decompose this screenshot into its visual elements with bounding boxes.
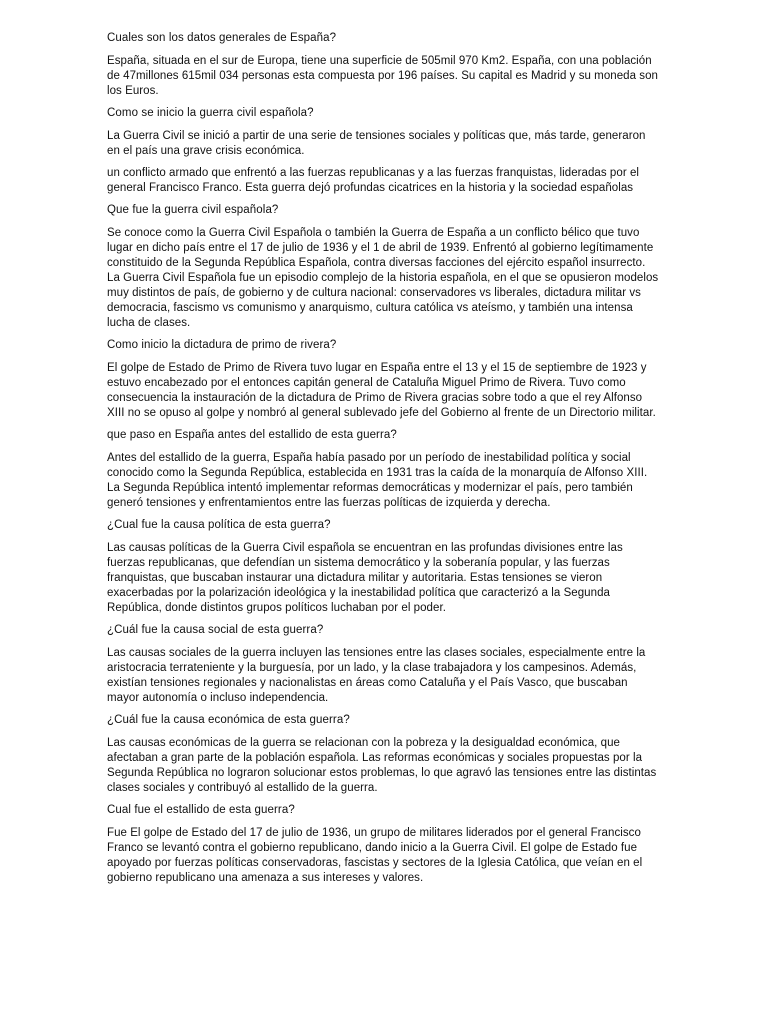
document-page — [107, 31, 660, 893]
question-heading: ¿Cuál fue la causa social de esta guerra? — [107, 624, 324, 636]
answer-paragraph: un conflicto armado que enfrentó a las fuerzas republicanas y a las fuerzas franquistas, lideradas por el general Francisco Franco. Esta guerra dejó profundas cicatrices en la historia y la sociedad españolas — [107, 167, 639, 194]
answer-paragraph: España, situada en el sur de Europa, tiene una superficie de 505mil 970 Km2. España, con una población de 47millones 615mil 034 personas esta compuesta por 196 países. Su capital es Madrid y su moneda son los Euros. — [107, 55, 658, 97]
answer-paragraph: Se conoce como la Guerra Civil Española o también la Guerra de España a un conflicto bélico que tuvo lugar en dicho país entre el 17 de julio de 1936 y el 1 de abril de 1939. Enfrentó al gobierno legítimamente constituido de la Segunda República Española, contra diversas facciones del ejército español insurrecto. La Guerra Civil Española fue un episodio complejo de la historia española, en el que se opusieron modelos muy distintos de país, de gobierno y de cultura nacional: conservadores vs liberales, dictadura militar vs democracia, fascismo vs comunismo y anarquismo, cultura católica vs ateísmo, y también una intensa lucha de clases. — [107, 227, 659, 329]
answer-paragraph: Las causas políticas de la Guerra Civil española se encuentran en las profundas divisiones entre las fuerzas republicanas, que defendían un sistema democrático y la soberanía popular, y las fuerzas franquistas, que buscaban instaurar una dictadura militar y autoritaria. Estas tensiones se vieron exacerbadas por la polarización ideológica y la inestabilidad política que caracterizó a la Segunda República, donde distintos grupos políticos luchaban por el poder. — [107, 542, 623, 614]
answer-paragraph: Las causas económicas de la guerra se relacionan con la pobreza y la desigualdad económica, que afectaban a gran parte de la población española. Las reformas económicas y sociales propuestas por la Segunda República no lograron solucionar estos problemas, lo que agravó las tensiones entre las distintas clases sociales y contribuyó al estallido de la guerra. — [107, 737, 657, 794]
answer-paragraph: La Guerra Civil se inició a partir de una serie de tensiones sociales y políticas que, más tarde, generaron en el país una grave crisis económica. — [107, 130, 646, 157]
question-heading: ¿Cuál fue la causa económica de esta guerra? — [107, 714, 350, 726]
question-heading: Como inicio la dictadura de primo de rivera? — [107, 339, 337, 351]
question-heading: que paso en España antes del estallido de esta guerra? — [107, 429, 397, 441]
answer-paragraph: Antes del estallido de la guerra, España había pasado por un período de inestabilidad política y social conocido como la Segunda República, establecida en 1931 tras la caída de la monarquía de Alfonso XIII. La Segunda República intentó implementar reformas democráticas y modernizar el país, pero también generó tensiones y enfrentamientos entre las fuerzas políticas de izquierda y derecha. — [107, 452, 648, 509]
question-heading: Que fue la guerra civil española? — [107, 204, 279, 216]
question-heading: Cual fue el estallido de esta guerra? — [107, 804, 295, 816]
question-heading: ¿Cual fue la causa política de esta guerra? — [107, 519, 331, 531]
answer-paragraph: Fue El golpe de Estado del 17 de julio de 1936, un grupo de militares liderados por el general Francisco Franco se levantó contra el gobierno republicano, dando inicio a la Guerra Civil. El golpe de Estado fue apoyado por fuerzas políticas conservadoras, fascistas y sectores de la Iglesia Católica, que veían en el gobierno republicano una amenaza a sus intereses y valores. — [107, 827, 643, 884]
question-heading: Cuales son los datos generales de España? — [107, 32, 337, 44]
question-heading: Como se inicio la guerra civil española? — [107, 107, 314, 119]
answer-paragraph: Las causas sociales de la guerra incluyen las tensiones entre las clases sociales, especialmente entre la aristocracia terrateniente y la burguesía, por un lado, y la clase trabajadora y los campesinos. Además, existían tensiones regionales y nacionalistas en áreas como Cataluña y el País Vasco, que buscaban mayor autonomía o incluso independencia. — [107, 647, 646, 704]
answer-paragraph: El golpe de Estado de Primo de Rivera tuvo lugar en España entre el 13 y el 15 de septiembre de 1923 y estuvo encabezado por el entonces capitán general de Cataluña Miguel Primo de Rivera. Tuvo como consecuencia la instauración de la dictadura de Primo de Rivera gracias sobre todo a que el rey Alfonso XIII no se opuso al golpe y nombró al general sublevado jefe del Gobierno al frente de un Directorio militar. — [107, 362, 656, 419]
